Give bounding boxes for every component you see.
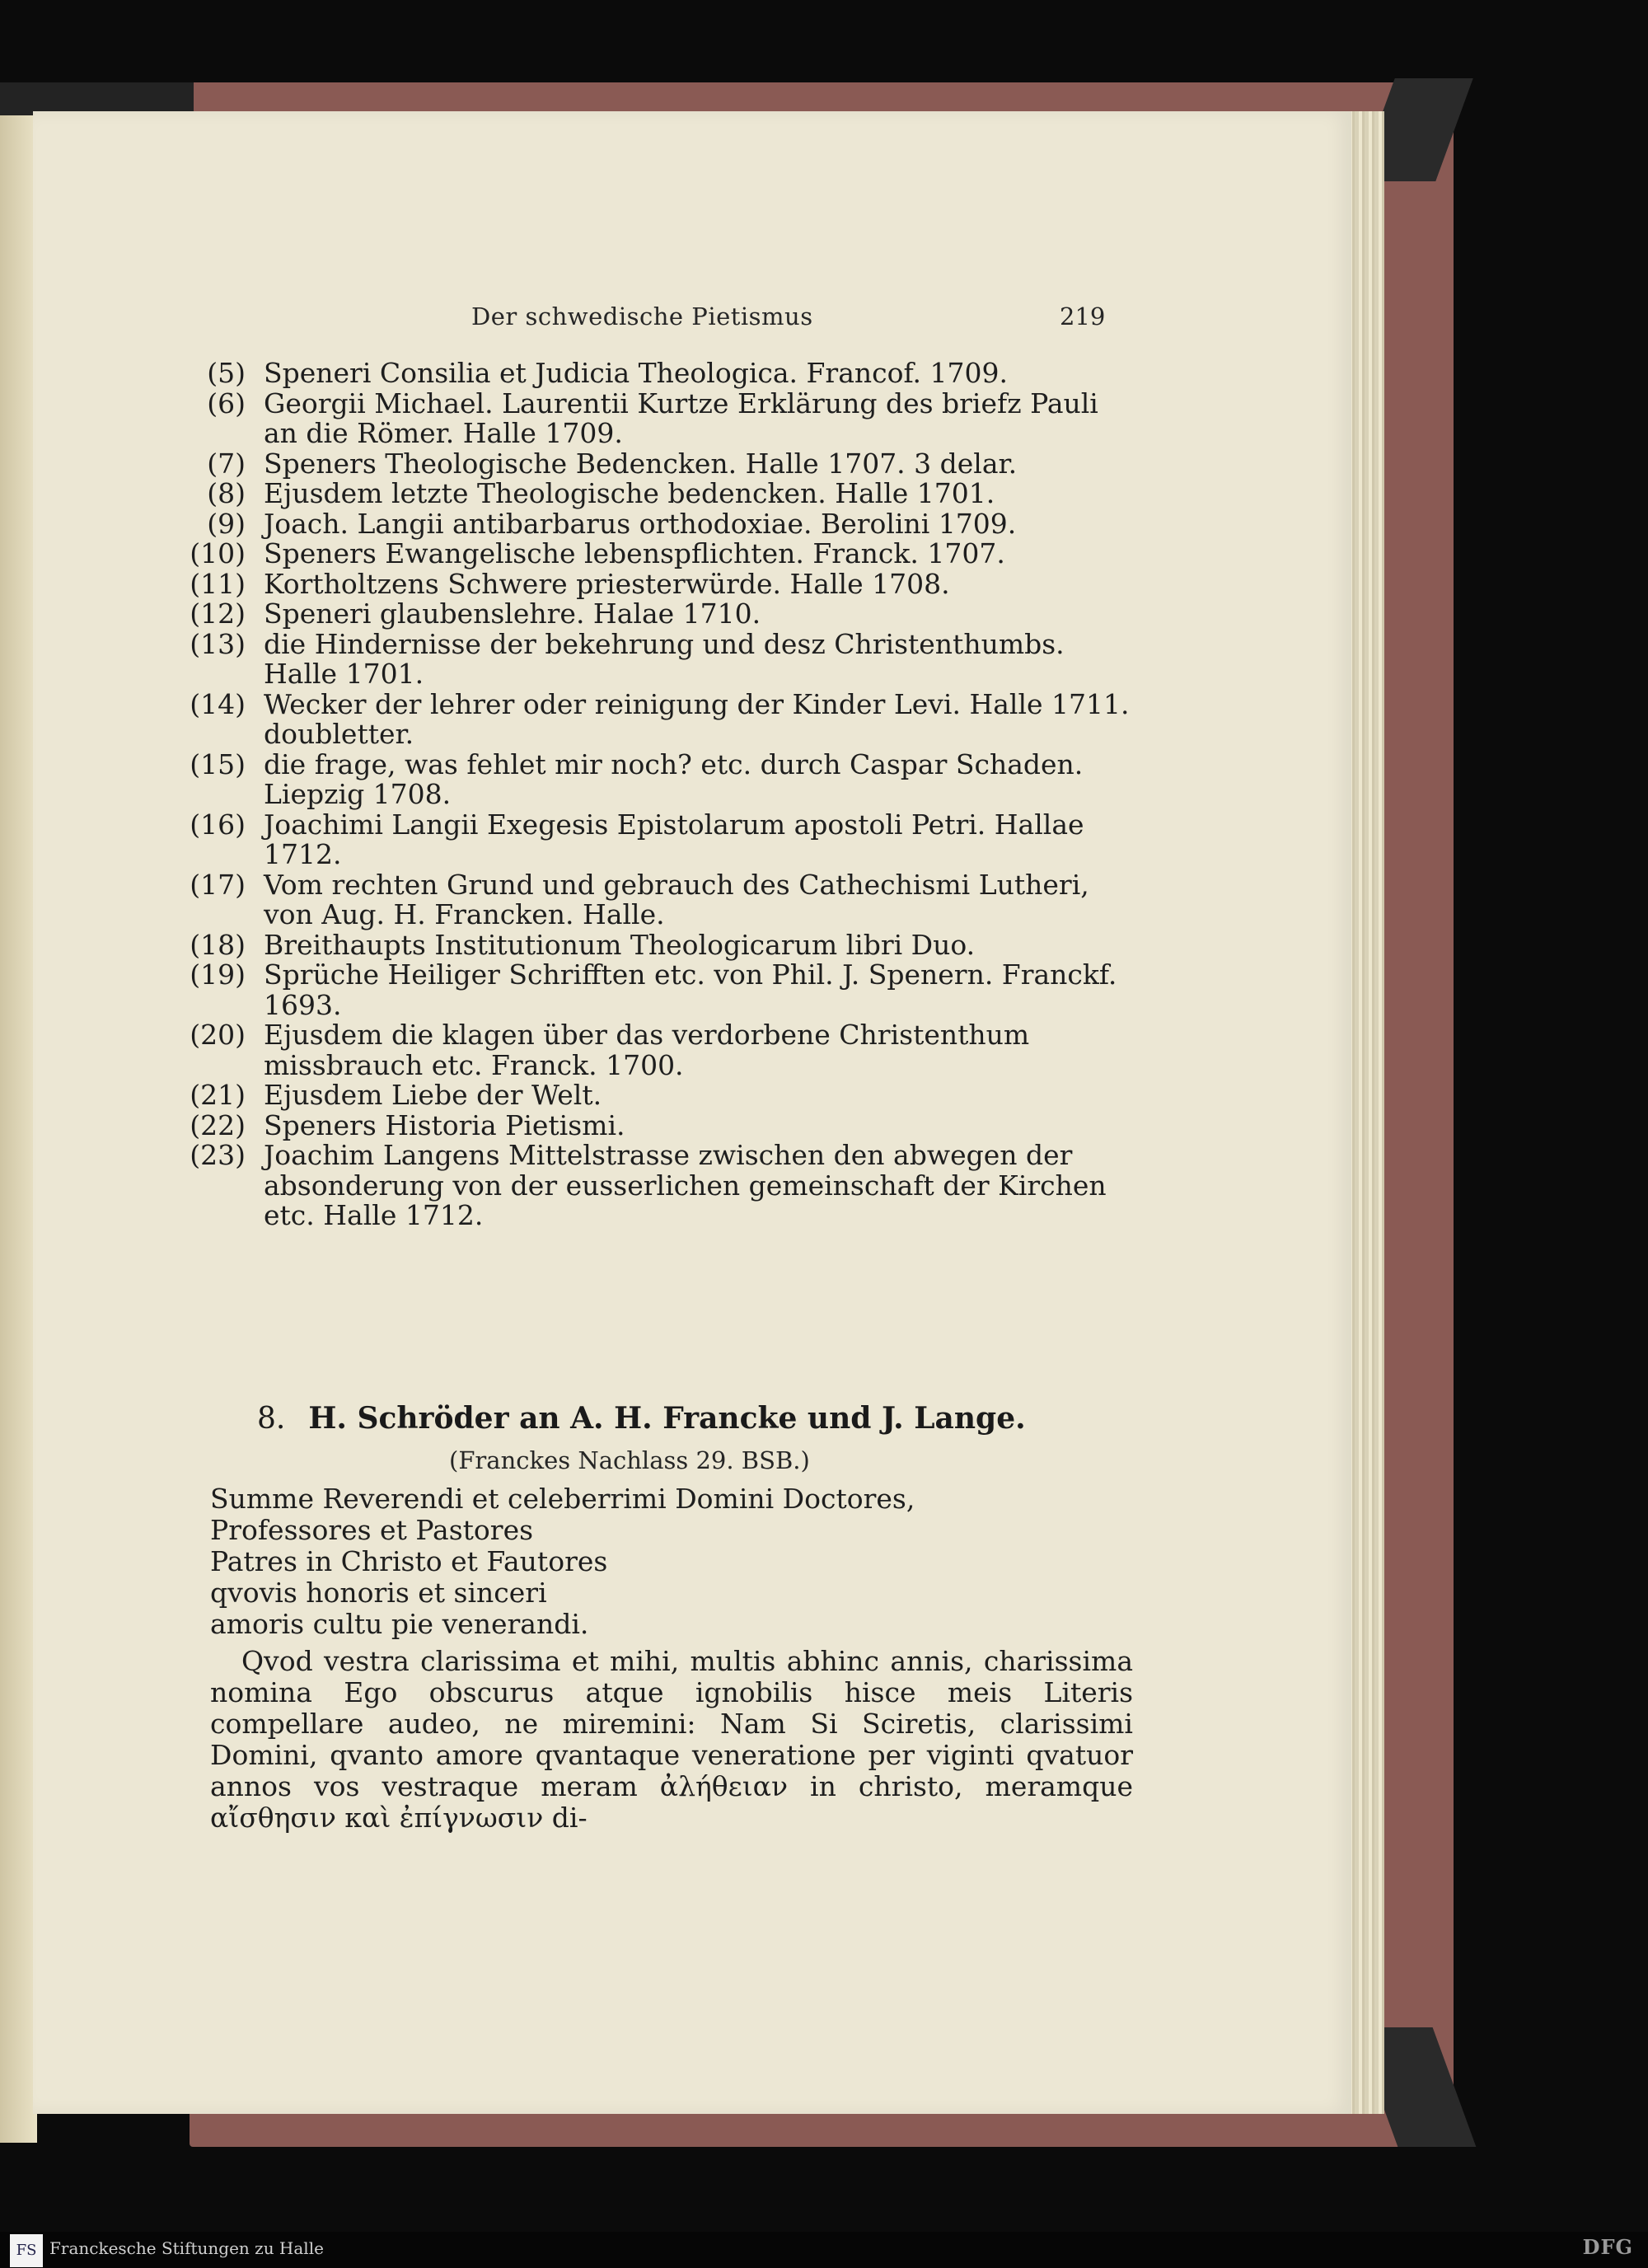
section-source: (Franckes Nachlass 29. BSB.) bbox=[449, 1446, 810, 1474]
entry-text: Speneri Consilia et Judicia Theologica. Francof. 1709. bbox=[264, 357, 1008, 389]
entry-number: (14) bbox=[190, 687, 246, 720]
bibliography-entry bbox=[165, 627, 1137, 690]
entry-text: Ejusdem die klagen über das verdorbene Christenthum missbrauch etc. Franck. 1700. bbox=[264, 1019, 1030, 1081]
entry-number: (19) bbox=[190, 958, 246, 991]
bibliography-entry bbox=[165, 1080, 1137, 1111]
entry-text: Speneri glaubenslehre. Halae 1710. bbox=[264, 597, 761, 630]
salutation-line: qvovis honoris et sinceri bbox=[210, 1577, 547, 1609]
entry-text: Kortholtzens Schwere priesterwürde. Halle 1708. bbox=[264, 567, 950, 600]
entry-number: (18) bbox=[190, 928, 246, 961]
section-heading bbox=[257, 1401, 1026, 1436]
entry-text: Ejusdem letzte Theologische bedencken. Halle 1701. bbox=[264, 477, 995, 509]
entry-number: (22) bbox=[190, 1108, 246, 1141]
running-title: Der schwedische Pietismus bbox=[471, 302, 813, 330]
letter-salutation bbox=[210, 1483, 915, 1640]
entry-number: (11) bbox=[190, 567, 246, 600]
page-number: 219 bbox=[1060, 302, 1106, 330]
bibliography-entry bbox=[165, 1020, 1137, 1080]
bibliography-entry bbox=[165, 1108, 1137, 1141]
cover-corner-top-left bbox=[0, 82, 194, 115]
institution-logo: FS bbox=[10, 2234, 43, 2267]
institution-name: Franckesche Stiftungen zu Halle bbox=[49, 2238, 324, 2258]
bibliography-entry bbox=[165, 539, 1137, 569]
bibliography-entry bbox=[165, 870, 1137, 930]
entry-text: Joachimi Langii Exegesis Epistolarum apostoli Petri. Hallae 1712. bbox=[264, 808, 1084, 870]
salutation-line: Professores et Pastores bbox=[210, 1514, 534, 1546]
bibliography-entry bbox=[165, 358, 1137, 389]
entry-number: (8) bbox=[207, 477, 246, 509]
entry-number: (6) bbox=[207, 387, 246, 419]
entry-text: Speners Ewangelische lebenspflichten. Franck. 1707. bbox=[264, 537, 1005, 569]
entry-number: (12) bbox=[190, 597, 246, 630]
bibliography-entry bbox=[165, 389, 1137, 449]
facing-page-edge bbox=[0, 115, 37, 2143]
entry-text: die frage, was fehlet mir noch? etc. durch Caspar Schaden. Liepzig 1708. bbox=[264, 747, 1084, 810]
section-title-text: H. Schröder an A. H. Francke und J. Lange. bbox=[308, 1401, 1026, 1436]
entry-text: Speners Theologische Bedencken. Halle 1707. 3 delar. bbox=[264, 447, 1018, 480]
section-number: 8. bbox=[257, 1402, 286, 1436]
bibliography-entry bbox=[165, 1141, 1137, 1231]
running-header bbox=[33, 302, 1351, 352]
letter-body bbox=[210, 1646, 1133, 1834]
entry-text: Vom rechten Grund und gebrauch des Cathechismi Lutheri, von Aug. H. Francken. Halle. bbox=[264, 868, 1089, 930]
entry-text: Sprüche Heiliger Schrifften etc. von Phil. J. Spenern. Franckf. 1693. bbox=[264, 958, 1117, 1021]
body-paragraph: Qvod vestra clarissima et mihi, multis abhinc annis, charissima nomina Ego obscurus atque ignobilis hisce meis Literis compellare audeo, ne miremini: Nam Si Sciretis, clarissimi Domini, qvanto amore qvantaque veneratione per viginti qvatuor annos vos vestraque meram ἀλήθειαν in christo, meramque αἴσθησιν καὶ ἐπίγνωσιν di- bbox=[210, 1645, 1133, 1834]
bibliography-entry bbox=[165, 747, 1137, 810]
entry-number: (17) bbox=[190, 868, 246, 901]
entry-text: Joachim Langens Mittelstrasse zwischen den abwegen der absonderung von der eusserlichen gemeinschaft der Kirchen etc. Halle 1712. bbox=[264, 1139, 1107, 1231]
entry-number: (5) bbox=[207, 357, 246, 389]
bibliography-entry bbox=[165, 449, 1137, 480]
entry-number: (7) bbox=[207, 447, 246, 480]
dfg-badge: DFG bbox=[1582, 2235, 1633, 2259]
bibliography-entry bbox=[165, 810, 1137, 870]
entry-text: die Hindernisse der bekehrung und desz Christenthumbs. Halle 1701. bbox=[264, 627, 1065, 690]
bibliography-entry bbox=[165, 930, 1137, 961]
bibliography-entry bbox=[165, 479, 1137, 509]
bibliography-entry bbox=[165, 509, 1137, 540]
entry-text: Speners Historia Pietismi. bbox=[264, 1108, 625, 1141]
entry-text: Ejusdem Liebe der Welt. bbox=[264, 1079, 602, 1111]
entry-number: (23) bbox=[190, 1139, 246, 1171]
entry-text: Georgii Michael. Laurentii Kurtze Erklärung des briefz Pauli an die Römer. Halle 1709. bbox=[264, 387, 1098, 449]
salutation-line: Summe Reverendi et celeberrimi Domini Doctores, bbox=[210, 1483, 915, 1515]
entry-number: (10) bbox=[190, 537, 246, 569]
entry-number: (16) bbox=[190, 808, 246, 841]
entry-text: Joach. Langii antibarbarus orthodoxiae. Berolini 1709. bbox=[264, 507, 1017, 540]
bibliography-entry bbox=[165, 960, 1137, 1020]
book-page bbox=[33, 111, 1351, 2114]
entry-number: (21) bbox=[190, 1079, 246, 1111]
bibliography-entry bbox=[165, 569, 1137, 600]
bibliography-list bbox=[165, 358, 1137, 1231]
bibliography-entry bbox=[165, 599, 1137, 630]
entry-number: (15) bbox=[190, 747, 246, 780]
entry-number: (13) bbox=[190, 627, 246, 660]
entry-text: Wecker der lehrer oder reinigung der Kinder Levi. Halle 1711. doubletter. bbox=[264, 687, 1130, 750]
salutation-line: Patres in Christo et Fautores bbox=[210, 1545, 608, 1577]
entry-number: (9) bbox=[207, 507, 246, 540]
entry-text: Breithaupts Institutionum Theologicarum libri Duo. bbox=[264, 928, 976, 961]
salutation-line: amoris cultu pie venerandi. bbox=[210, 1608, 589, 1640]
entry-number: (20) bbox=[190, 1019, 246, 1051]
bibliography-entry bbox=[165, 687, 1137, 750]
